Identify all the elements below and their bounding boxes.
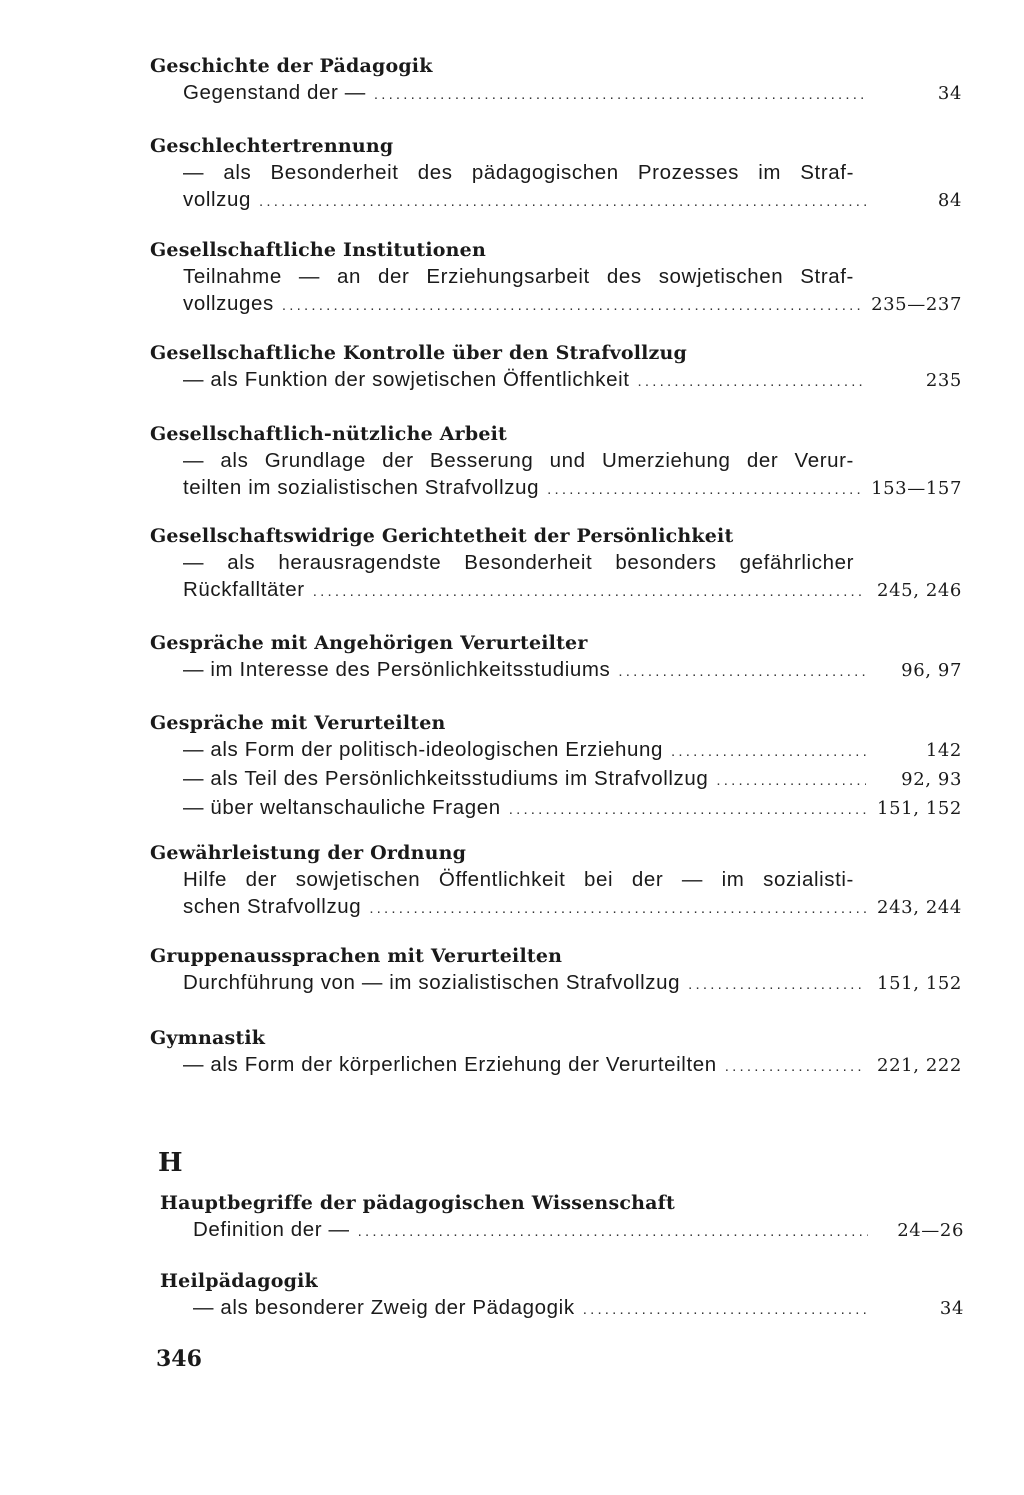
entry-line-text: Definition der — <box>193 1218 350 1241</box>
leader-dots <box>618 658 866 685</box>
index-entry <box>150 523 962 605</box>
entry-line-text: — als Funktion der sowjetischen Öffentlichkeit <box>183 368 630 391</box>
entry-line-continuation: schen Strafvollzug <box>183 895 362 918</box>
entry-heading: Hauptbegriffe der pädagogischen Wissenschaft <box>160 1192 675 1214</box>
leader-dots <box>547 476 865 503</box>
page-reference: 34 <box>937 83 962 104</box>
page-reference: 151, 152 <box>877 973 962 994</box>
leader-dots <box>725 1053 866 1080</box>
leader-dots <box>671 738 866 765</box>
entry-heading: Gespräche mit Verurteilten <box>150 712 446 734</box>
entry-line <box>150 765 962 794</box>
entry-line <box>150 290 962 319</box>
entry-line-text: Durchführung von — im sozialistischen Strafvollzug <box>183 971 681 994</box>
entry-line <box>150 893 962 922</box>
page-reference: 142 <box>925 740 962 761</box>
leader-dots <box>716 767 866 794</box>
page-number: 346 <box>156 1346 202 1372</box>
entry-line-continuation: Rückfalltäter <box>183 578 305 601</box>
entry-line-text: Gegenstand der — <box>183 81 366 104</box>
leader-dots <box>583 1296 868 1323</box>
entry-heading: Gesellschaftliche Institutionen <box>150 239 486 261</box>
leader-dots <box>638 368 866 395</box>
entry-line-text: Hilfe der sowjetischen Öffentlichkeit bei der — im sozialisti- <box>183 868 854 891</box>
leader-dots <box>688 971 866 998</box>
index-entry <box>150 237 962 319</box>
index-entry <box>150 840 962 922</box>
index-entry <box>150 630 962 685</box>
entry-heading: Gesellschaftlich-nützliche Arbeit <box>150 423 508 445</box>
page-reference: 92, 93 <box>901 769 962 790</box>
entry-heading: Gruppenaussprachen mit Verurteilten <box>150 945 563 967</box>
page-reference: 151, 152 <box>877 798 962 819</box>
entry-line-continuation: vollzug <box>183 188 252 211</box>
entry-line <box>150 1051 962 1080</box>
section-letter: H <box>158 1148 183 1178</box>
index-entry <box>150 340 962 395</box>
page-reference: 235 <box>925 370 962 391</box>
leader-dots <box>282 292 865 319</box>
leader-dots <box>374 81 866 108</box>
entry-line-text: — über weltanschauliche Fragen <box>183 796 501 819</box>
entry-line <box>150 736 962 765</box>
entry-line-text: — als herausragendste Besonderheit besonders gefährlicher <box>183 551 854 574</box>
leader-dots <box>509 796 866 823</box>
index-entry <box>150 943 962 998</box>
page-reference: 153—157 <box>871 478 962 499</box>
entry-line-text: — als besonderer Zweig der Pädagogik <box>193 1296 575 1319</box>
page-reference: 24—26 <box>897 1220 964 1241</box>
entry-line-text: — als Besonderheit des pädagogischen Prozesses im Straf- <box>183 161 854 184</box>
index-entry <box>150 1025 962 1080</box>
entry-heading: Gesellschaftliche Kontrolle über den Strafvollzug <box>150 342 688 364</box>
entry-line <box>150 79 962 108</box>
index-entry <box>150 421 962 503</box>
index-entry <box>160 1190 964 1245</box>
entry-heading: Geschlechtertrennung <box>150 135 394 157</box>
entry-heading: Heilpädagogik <box>160 1270 318 1292</box>
entry-heading: Gespräche mit Angehörigen Verurteilter <box>150 632 588 654</box>
entry-line <box>150 576 962 605</box>
entry-line-continuation: teilten im sozialistischen Strafvollzug <box>183 476 540 499</box>
entry-line <box>150 474 962 503</box>
entry-line <box>150 366 962 395</box>
entry-line-text: — als Form der politisch-ideologischen Erziehung <box>183 738 664 761</box>
leader-dots <box>259 188 866 215</box>
entry-line-text: — im Interesse des Persönlichkeitsstudiums <box>183 658 611 681</box>
entry-line <box>150 656 962 685</box>
entry-line <box>150 969 962 998</box>
entry-line <box>160 1216 964 1245</box>
entry-heading: Gewährleistung der Ordnung <box>150 842 467 864</box>
entry-line <box>160 1294 964 1323</box>
entry-line-text: Teilnahme — an der Erziehungsarbeit des sowjetischen Straf- <box>183 265 854 288</box>
index-entry <box>150 53 962 108</box>
page-reference: 96, 97 <box>901 660 962 681</box>
leader-dots <box>369 895 866 922</box>
entry-line <box>150 186 962 215</box>
entry-line-text: — als Form der körperlichen Erziehung der Verurteilten <box>183 1053 717 1076</box>
entry-line-continuation: vollzuges <box>183 292 274 315</box>
entry-line-text: — als Grundlage der Besserung und Umerziehung der Verur- <box>183 449 854 472</box>
page-reference: 243, 244 <box>877 897 962 918</box>
index-entry <box>160 1268 964 1323</box>
entry-heading: Geschichte der Pädagogik <box>150 55 433 77</box>
entry-heading: Gesellschaftswidrige Gerichtetheit der Persönlichkeit <box>150 525 734 547</box>
page-reference: 235—237 <box>871 294 962 315</box>
entry-line-text: — als Teil des Persönlichkeitsstudiums im Strafvollzug <box>183 767 709 790</box>
index-entry <box>150 710 962 823</box>
page-reference: 245, 246 <box>877 580 962 601</box>
leader-dots <box>358 1218 868 1245</box>
page-reference: 34 <box>939 1298 964 1319</box>
index-entry <box>150 133 962 215</box>
leader-dots <box>313 578 866 605</box>
entry-heading: Gymnastik <box>150 1027 266 1049</box>
page-reference: 221, 222 <box>877 1055 962 1076</box>
entry-line <box>150 794 962 823</box>
page-reference: 84 <box>937 190 962 211</box>
